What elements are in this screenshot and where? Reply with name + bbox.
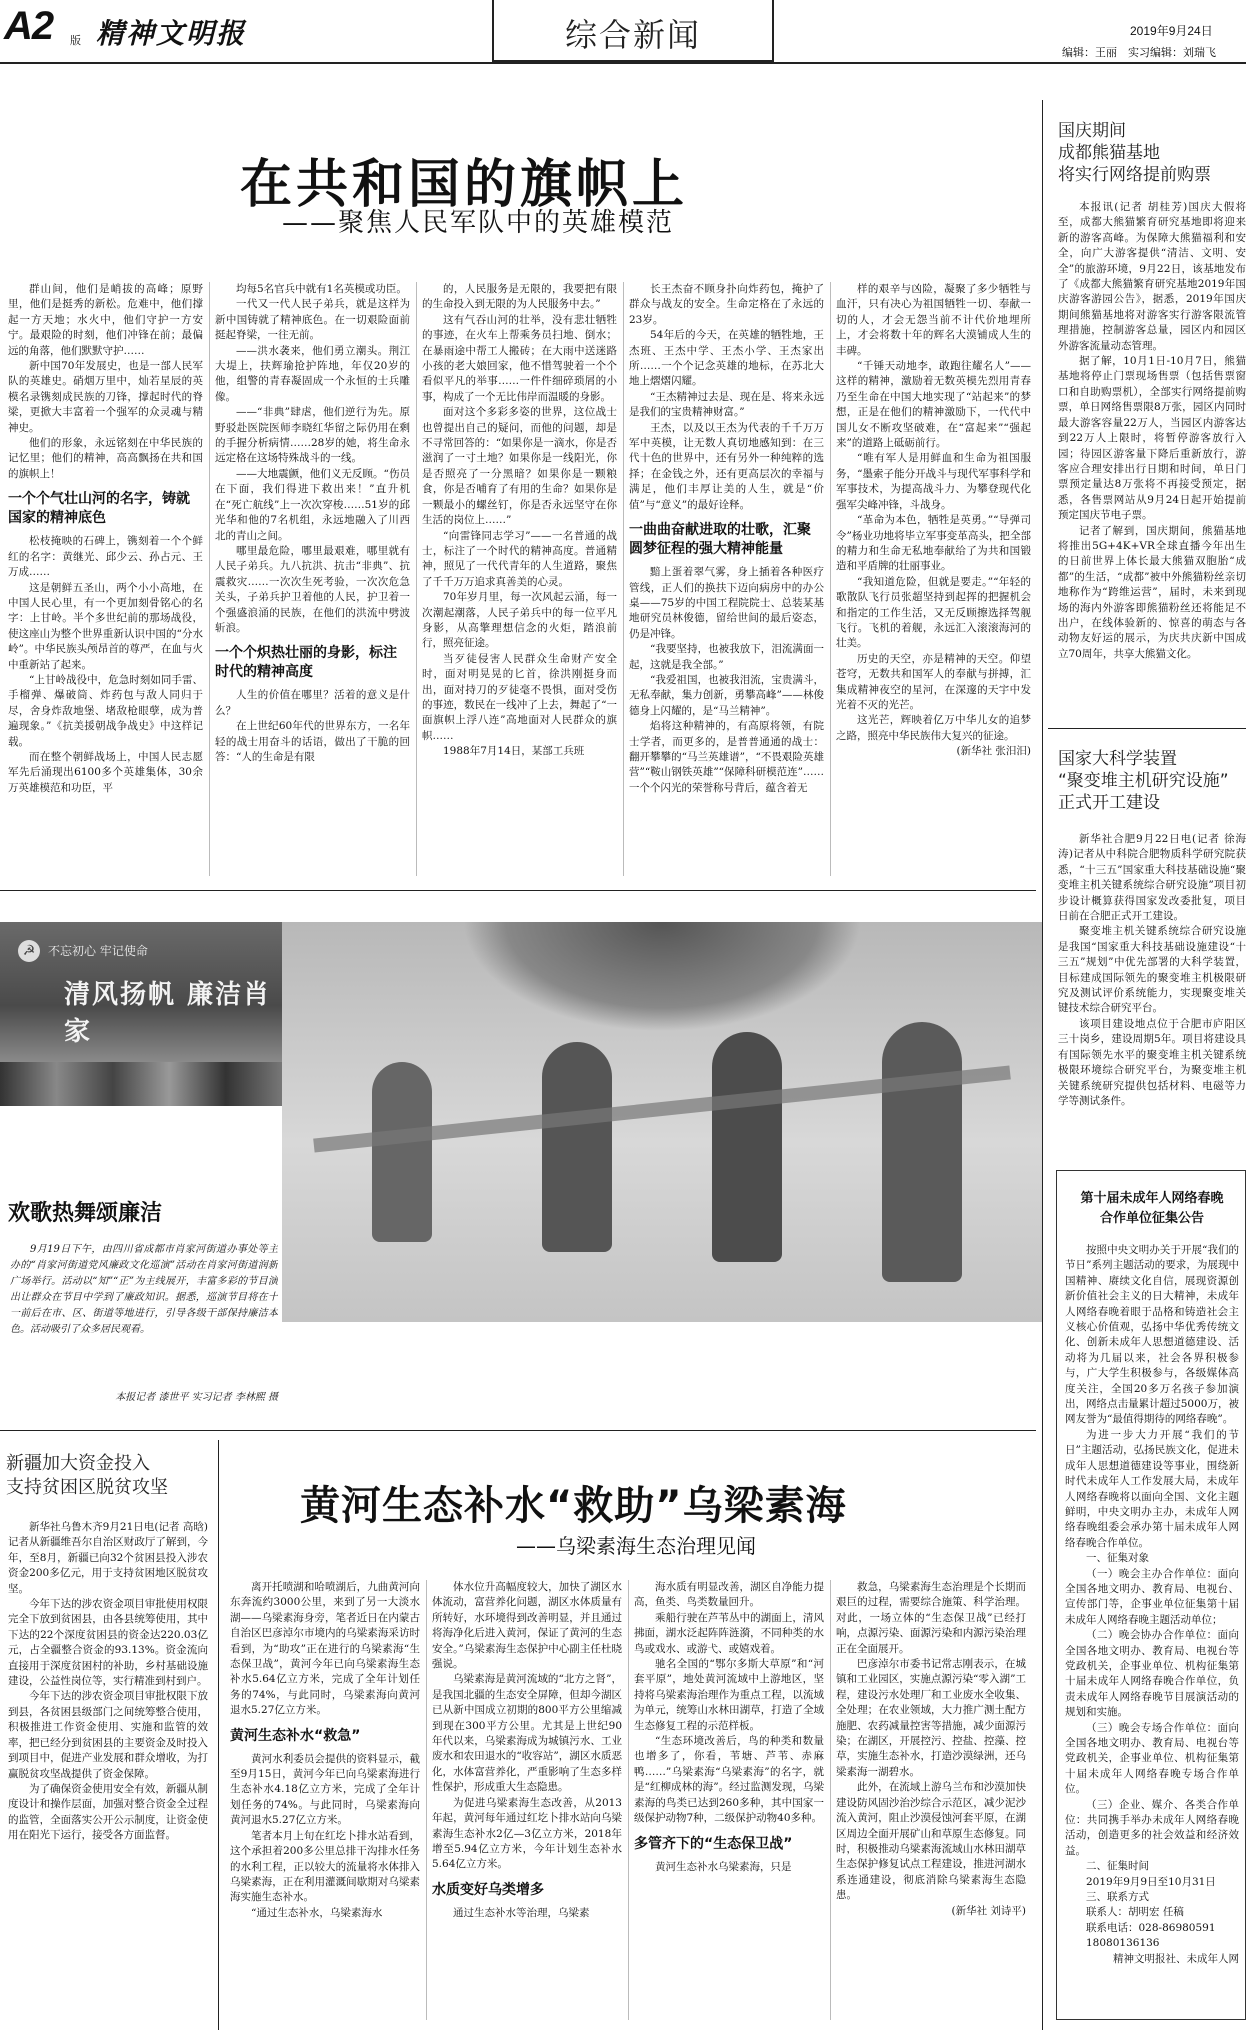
headline-line: 新疆加大资金投入 <box>6 1453 150 1474</box>
paragraph: 黯上蛋着翠气雾，身上插着各种医疗管线，正人们的换扶下迈向病房中的办公桌——75岁的中国工程院院士、总装某基地研究员林俊德，留给世间的最后姿态，仍是冲锋。 <box>629 566 824 640</box>
headline-line: 成都熊猫基地 <box>1058 143 1160 163</box>
paragraph: 今年下达的涉农资金项目审批权限下放到县，各贫困县级部门之间统筹整合使用，积极推进工作资金使用、实施和监管的效率，把已经分到贫困县的主要资金及时投入到项目中，促进产业发展和群众增收，为打赢脱贫攻坚战提供了资金保障。 <box>8 1690 208 1780</box>
paragraph: 新华社合肥9月22日电(记者 徐海涛)记者从中科院合肥物质科学研究院获悉，“十三五”国家重大科技基础设施“聚变堆主机关键系统综合研究设施”项目初步设计概算获得国家发改委批复，项目日前在合肥正式开工建设。 <box>1058 833 1246 923</box>
paragraph: 今年下达的涉农资金项目审批使用权限完全下放到贫困县，由各县统筹使用，其中下达的22个深度贫困县的资金达220.03亿元，占全疆整合资金的93.13%。资金流向直接用于深度贫困村的补助，乡村基础设施建设，公益性岗位等，实行精准到村到户。 <box>8 1598 208 1688</box>
paragraph: “唯有军人是用鲜血和生命为祖国服务，“墨索子能分开战斗与现代军事科学和军事技术，为提高战斗力、为攀登现代化强军尖峰冲锋，斗战身。 <box>836 452 1031 511</box>
paragraph: 这光芒，辉映着亿万中华儿女的追梦之路，照亮中华民族伟大复兴的征途。 <box>836 714 1031 742</box>
paragraph: 联系人：胡明宏 任稿 <box>1086 1906 1184 1919</box>
paragraph: 70年岁月里，每一次风起云涌，每一次潮起潮落，人民子弟兵中的每一位平凡身影，从高擎理想信念的火炬，踏浪前行，照亮征途。 <box>422 591 617 650</box>
text-column <box>432 1580 622 2020</box>
bottom-left-body <box>8 1520 208 2020</box>
paragraph: 54年后的今天，在英雄的牺牲地，王杰班、王杰中学、王杰小学、王杰家出所……一个个记念英雄的地标，在苏北大地上熠熠闪耀。 <box>629 329 824 388</box>
text-column <box>215 282 410 876</box>
paragraph: 本报讯(记者 胡桂芳)国庆大假将至，成都大熊猫繁育研究基地即将迎来新的游客高峰。为保障大熊猫福利和安全，向广大游客提供“清洁、文明、安全”的旅游环境，9月22日，该基地发布了《成都大熊猫繁育研究基地2019年国庆游客游园公告》，据悉，2019年国庆期间熊猫基地将对游客实行游客限流管理措施，控制游客总量，园区内和园区外游客流量动态管理。 <box>1058 201 1246 352</box>
paragraph: 历史的天空，亦是精神的天空。仰望苍穹，无数共和国军人的奉献与拼搏，汇集成精神夜空的星河，在深邃的天宇中发光着不灭的光芒。 <box>836 652 1031 711</box>
paragraph: ——洪水袭来，他们勇立潮头。荆江大堤上，扶辉瑜抢护阵地，年仅20岁的他，组警的青春凝固成一个永恒的士兵雕像。 <box>215 344 410 403</box>
paragraph: “上甘岭战役中，危急时刻如同手雷、手榴弹、爆破筒、炸药包与敌人同归于尽，舍身炸敌地堡、堵敌枪眼孽，成为普遍现象。”《抗美援朝战争战史》中这样记载。 <box>8 673 203 748</box>
headline-line: 正式开工建设 <box>1058 793 1160 813</box>
notice-box <box>1056 1170 1246 2020</box>
editors: 编辑：王丽 实习编辑：刘瑞飞 <box>1062 46 1216 59</box>
paragraph: 一、征集对象 <box>1086 1552 1149 1565</box>
paragraph: 的，人民服务是无限的，我要把有限的生命投入到无限的为人民服务中去。” <box>422 283 617 311</box>
paragraph: 当歹徒侵害人民群众生命财产安全时，面对明晃晃的匕首，徐洪刚挺身而出，面对持刀的歹徒毫不畏惧，面对受伤的事迹，数民在一线冲了上去，舞起了“一面旗帜上浮八连”高地面对人民群众的旗帜…… <box>422 652 617 742</box>
paragraph: “王杰精神过去是、现在是、将来永远是我们的宝贵精神财富。” <box>629 390 824 419</box>
paragraph: 海水质有明显改善，湖区自净能力提高，鱼类、鸟类数量回升。 <box>634 1581 824 1609</box>
paragraph: 新华社乌鲁木齐9月21日电(记者 高晗)记者从新疆维吾尔自治区财政厅了解到，今年，至8月，新疆已向32个贫困县投入涉农资金200多亿元，用于支持贫困地区脱贫攻坚。 <box>8 1521 208 1595</box>
paragraph: “向雷锋同志学习”——一名普通的战士，标注了一个时代的精神高度。普通精神，照见了一代代青年的人生道路，聚焦了千千万万追求真善美的心灵。 <box>422 529 617 588</box>
subheading: 一个个炽热壮丽的身影，标注时代的精神高度 <box>215 645 397 681</box>
party-emblem-icon: ☭ <box>18 940 40 962</box>
banner-small-text: 不忘初心 牢记使命 <box>48 944 148 958</box>
paragraph: 驰名全国的“鄂尔多斯大草原”和“河套平原”，地处黄河流域中上游地区，坚持将乌梁素海治理作为重点工程，以流域为单元，统筹山水林田湖草，打造了全域生态修复工程的示范样板。 <box>634 1658 824 1732</box>
photo-dancers <box>282 922 1042 1322</box>
main-headline: 在共和国的旗帜上 <box>240 155 689 215</box>
paragraph: 群山间，他们是峭拔的高峰；原野里，他们是挺秀的新松。危难中，他们撑起一方天地；水火中，他们守护一方安宁。最艰险的时刻，他们冲锋在前；最偏远的角落，他们默默守护…… <box>8 283 203 357</box>
text-column <box>836 1580 1026 2020</box>
column-rule <box>830 1580 831 2020</box>
column-rule <box>416 282 417 876</box>
column-rule <box>830 282 831 876</box>
paper-name: 精神文明报 <box>96 17 247 50</box>
paragraph: 新中国70年发展史，也是一部人民军队的英雄史。硝烟万里中，灿若星辰的英模名录镌刻成民族的刀锋，撑起时代的脊梁，更掀大丰富着一个强军的众灵魂与精神史。 <box>8 360 203 434</box>
paragraph: 一代又一代人民子弟兵，就是这样为新中国铸就了精神底色。在一切艰险面前挺起脊梁，一往无前。 <box>215 298 410 342</box>
paragraph: （二）晚会协办合作单位：面向全国各地文明办、教育局、电视台等党政机关，企事业单位、机构征集第十届未成年人网络春晚合作单位，负责未成年人网络春晚节目展演活动的规划和实施。 <box>1065 1629 1239 1719</box>
photo-story-title: 欢歌热舞颂廉洁 <box>8 1201 163 1226</box>
headline-line: 国家大科学装置 <box>1058 749 1177 769</box>
column-rule <box>628 1580 629 2020</box>
sidebar-top-rule <box>1048 728 1246 729</box>
paragraph: 聚变堆主机关键系统综合研究设施是我国“国家重大科技基础设施建设“十三五”规划”中优先部署的大科学装置，目标建成国际领先的聚变堆主机极限研究及测试评价系统能力，实现聚变堆关键技术综合研究平台。 <box>1058 925 1246 1015</box>
paragraph: 通过生态补水等治理，乌梁素 <box>453 1906 590 1919</box>
paragraph: 哪里最危险，哪里最艰难，哪里就有人民子弟兵。九八抗洪、抗击“非典”、抗震救灾……一次次生死考验，一次次危急关头，子弟兵护卫着他的人民，护卫着一个强盛浪涌的民族，在他们的洪流中劈波斩浪。 <box>215 544 410 634</box>
headline-line: 支持贫困区脱贫攻坚 <box>6 1477 168 1498</box>
paragraph: 为进一步大力开展“我们的节日”主题活动，弘扬民族文化，促进未成年人思想道德建设等事业，围绕新时代未成年人工作发展大局，未成年人网络春晚将以面向全国、文化主题鲜明，中央文明办主办，未成年人网络春晚组委会承办第十届未成年人网络春晚合作单位。 <box>1065 1428 1239 1549</box>
byline: (新华社 刘诗平) <box>951 1904 1026 1917</box>
photo-canopy <box>462 922 862 1032</box>
notice-title-line: 合作单位征集公告 <box>1099 1211 1204 1226</box>
paragraph: 乘船行驶在芦苇丛中的湖面上，清风拂面，湖水泛起阵阵涟漪，不同种类的水鸟或戏水、或游弋、或嬉戏着。 <box>634 1611 824 1655</box>
paragraph: 为促进乌梁素海生态改善，从2013年起，黄河每年通过红圪卜排水站向乌梁素海生态补水2亿—3亿立方米，2018年增至5.94亿立方米，今年计划生态补水5.64亿立方米。 <box>432 1796 622 1871</box>
paragraph: 据了解，10月1日-10月7日，熊猫基地将停止门票现场售票（包括售票窗口和自助购票机），全部实行网络提前购票，单日网络售票限8万张，园区内同时最大游客容量22万人，当园区内游客达到22万人上限时，将暂停游客放行入园；待园区游客量下降后重新放行，游客应合理安排出行日期和时间，单日门票预定量达8万张将不再接受预定，据悉，各售票网站从9月24日起开始提前预定国庆节电子票。 <box>1058 355 1246 522</box>
paragraph: ——大地震颤，他们义无反顾。“伤员在下面，我们得进下救出来！”直升机在“死亡航线”上一次次穿梭……51岁的邱光华和他的7名机组，永远地融入了川西北的青山之间。 <box>215 467 410 542</box>
paragraph: 黄河水利委员会提供的资料显示，截至9月15日，黄河今年已向乌梁素海进行生态补水4.18亿立方米，完成了全年计划任务的74%。与此同时，乌梁素海向黄河退水5.27亿立方米。 <box>230 1752 420 1827</box>
main-story-bottom-rule <box>0 890 1036 891</box>
section-tab <box>492 0 774 62</box>
paragraph: “我爱祖国，也被我泪流，宝贵满斗，无私奉献，集力创新，勇攀高峰”——林俊德身上闪耀的，是“马兰精神”。 <box>629 673 824 717</box>
subheading: 水质变好乌类增多 <box>432 1881 544 1898</box>
paragraph: “我要坚持，也被我放下，泪流满面一起，这就是我全部。” <box>629 643 824 671</box>
paragraph: 长王杰奋不顾身扑向炸药包，掩护了群众与战友的安全。生命定格在了永远的23岁。 <box>629 283 824 326</box>
paragraph: 2019年9月9日至10月31日 <box>1086 1875 1216 1888</box>
paragraph: 救急，乌梁素海生态治理是个长期而艰巨的过程，需要综合施策、科学治理。对此，一场立体的“生态保卫战”已经打响，点源污染、面源污染和内源污染治理正在全面展开。 <box>836 1581 1026 1655</box>
paragraph: 该项目建设地点位于合肥市庐阳区三十岗乡，建设周期5年。项目将建设具有国际领先水平的聚变堆主机关键系统极限环境综合研究平台，为聚变堆主机关键系统研究提供包括材料、电磁等力学等测试条件。 <box>1058 1017 1246 1107</box>
page-suffix: 版 <box>70 34 81 47</box>
subheading: 一个个气壮山河的名字，铸就国家的精神底色 <box>8 491 190 527</box>
paragraph: 笔者本月上旬在红圪卜排水站看到，这个承担着200多公里总排干沟排水任务的水利工程，正以较大的流量将水体排入乌梁素海，正在利用灌溉间歇期对乌梁素海实施生态补水。 <box>230 1829 420 1904</box>
paragraph: 乌梁素海是黄河流域的“北方之肾”，是我国北疆的生态安全屏障，但却今湖区已从新中国成立初期的800平方公里缩减到现在300平方公里。尤其是上世纪90年代以来，乌梁素海成为城镇污水、工业废水和农田退水的“收容站”，湖区水质恶化，水体富营养化，严重影响了生态多样性保护，形成重大生态隐患。 <box>432 1673 622 1794</box>
paragraph: “革命为本色，牺牲是英勇。”“导弹司令”杨业功地将毕立军事变革高头，把全部的精力和生命无私地奉献给了为共和国锻造和平盾牌的壮丽事业。 <box>836 514 1031 573</box>
paragraph: 面对这个多彩多姿的世界，这位战士也曾提出自己的疑问，而他的问题，却是不寻常回答的：“如果你是一滴水，你是否滋润了一寸土地？如果你是一线阳光，你是否照亮了一分黑暗？如果你是一颗粮食，你是否哺育了有用的生命？如果你是一颗最小的螺丝钉，你是否永远坚守在你生活的岗位上……” <box>422 406 617 527</box>
section-title: 综合新闻 <box>564 16 701 54</box>
bottom-left-divider <box>218 1440 219 2030</box>
notice-title <box>1061 1189 1243 1229</box>
paragraph: 联系电话：028-86980591 <box>1086 1921 1216 1934</box>
dancer-figure <box>712 1032 782 1262</box>
paragraph: “千锤天动地李，敢跑往耀名人”——这样的精神，激励着无数英模先烈用青春乃至生命在中国大地实现了“站起来”的梦想，正是在他们的精神激励下，一代代中国儿女不断攻坚破难，在“富起来”“强起来”的道路上砥砺前行。 <box>836 360 1031 450</box>
paragraph: 此外，在流域上游乌兰布和沙漠加快建设防风固沙治沙综合示范区，减少泥沙流入黄河，阻止沙漠侵蚀河套平原，在湖区周边全面开展矿山和草原生态修复。同时，积极推动乌梁素海流域山水林田湖草生态保护修复试点工程建设，推进河湖水系连通建设，彻底消除乌梁素海生态隐患。 <box>836 1781 1026 1902</box>
dancer-figure <box>542 1042 612 1252</box>
photo-credit: 本报记者 漆世平 实习记者 李林熙 摄 <box>115 1392 278 1403</box>
paragraph: 巴彦淖尔市委书记常志刚表示，在城镇和工业园区，实施点源污染“零入湖”工程，建设污水处理厂和工业废水全收集、全处理；在农业领域，大力推广测土配方施肥、农药减量控害等措施，减少面源污染；在湖区，开展控污、控盐、控藻、控草，实施生态补水，打造沙漠绿洲，还乌梁素海一湖碧水。 <box>836 1658 1026 1778</box>
photo-bottom-rule <box>0 1430 1036 1431</box>
paragraph: 离开托喷湖和哈喷湖后，九曲黄河向东奔流约3000公里，来到了另一大淡水湖——乌梁素海身旁，笔者近日在内蒙古自治区巴彦淖尔市境内的乌梁素海采访时看到，为“助攻”正在进行的乌梁素海“生态保卫战”，黄河今年已向乌梁素海生态补水5.64亿立方米，完成了全年计划任务的74%，与此同时，乌梁素海向黄河退水5.27亿立方米。 <box>230 1581 420 1717</box>
subheading: 一曲曲奋献进取的壮歌，汇聚圆梦征程的强大精神能量 <box>629 522 811 558</box>
paragraph: 按照中央文明办关于开展“我们的节日”系列主题活动的要求，为展现中国精神、赓续文化自信，展现资源创新价值社会主义的日大精神，未成年人网络春晚着眼于品格和铸造社会主义核心价值观，弘扬中华优秀传统文化、创新未成年人思想道德建设、活动将为几届以来，社会各界积极参与，广大学生积极参与，各级媒体高度关注，全国20多万名孩子参加演出，网络点击量累计超过5000万，被网友誉为“最值得期待的网络春晚”。 <box>1065 1244 1239 1426</box>
text-column <box>629 282 824 876</box>
page-number: A2 <box>4 4 54 48</box>
paragraph: “生态环境改善后，鸟的种类和数量也增多了，你看，苇塘、芦苇、赤麻鸭……”乌梁素海“乌梁素海”的名字，就是“红柳成林的海”。经过监测发现，乌梁素海的鸟类已达到260多种，其中国家一级保护动物7种，二级保护动物40多种。 <box>634 1735 824 1825</box>
paragraph: 而在整个朝鲜战场上，中国人民志愿军先后涌现出6100多个英雄集体，30余万英雄模范和功臣，平 <box>8 750 203 794</box>
notice-title-line: 第十届未成年人网络春晚 <box>1080 1191 1224 1206</box>
masthead <box>0 0 1246 72</box>
bottom-left-headline <box>6 1452 266 1500</box>
text-column <box>230 1580 420 2020</box>
paragraph: 体水位升高幅度较大，加快了湖区水体流动，富营养化问题，湖区水体质量有所转好，水环境得到改善明显，并且通过将海净化后进入黄河，保证了黄河的生态安全。”乌梁素海生态保护中心副主任杜晓强说。 <box>432 1581 622 1671</box>
paragraph: 这是朝鲜五圣山，两个小小高地，在中国人民心里，有一个更加刻骨铭心的名字：上甘岭。半个多世纪前的那场战役，使这座山为整个世界重新认识中国的“分水岭”。中华民族头颅昂首的尊严，在血与火中重新站了起来。 <box>8 581 203 671</box>
paragraph: 均每5名官兵中就有1名英模或功臣。 <box>236 283 407 295</box>
sidebar-mid-headline <box>1058 748 1246 814</box>
bottom-headline: 黄河生态补水“救助”乌梁素海 <box>300 1483 847 1529</box>
masthead-rule <box>0 62 1246 64</box>
banner-text: 清风扬帆 廉洁肖家 <box>64 980 272 1047</box>
subheading: 多管齐下的“生态保卫战” <box>634 1835 793 1852</box>
paragraph: 王杰，以及以王杰为代表的千千万万军中英模，让无数人真切地感知到：在三代十色的世界中，还有另外一种纯粹的选择；在金钱之外，还有更高层次的幸福与满足，他们丰厚让美的人生，就是“价值”与“意义”的最好诠释。 <box>629 421 824 511</box>
dancer-figure <box>372 1062 432 1242</box>
performers-silhouette <box>0 1062 282 1106</box>
sidebar-mid-body <box>1058 832 1246 1152</box>
bottom-subheadline: ——乌梁素海生态治理见闻 <box>516 1534 756 1558</box>
paragraph: 人生的价值在哪里？活着的意义是什么？ <box>215 689 410 717</box>
paragraph: 为了确保资金使用安全有效，新疆从制度设计和操作层面，加强对整合资金全过程的监管，全面落实公开公示制度，让资金使用在阳光下运行，接受各方面监督。 <box>8 1782 208 1842</box>
dancer-figure <box>882 1022 962 1282</box>
paragraph: 焰将这种精神的，有高原将领，有院士学者，而更多的，是普普通通的战士：翻开攀攀的“马兰英雄谱”，“不畏艰险英雄营”“鞍山钢铁英雄”“保障科研模范连”……一个个闪光的荣誉称号背后，蕴含着无 <box>629 720 824 794</box>
byline: (新华社 张汨汨) <box>956 745 1031 758</box>
text-column <box>836 282 1031 876</box>
paragraph: 他们的形象，永远铭刻在中华民族的记忆里；他们的精神，高高飘扬在共和国的旗帜上！ <box>8 437 203 480</box>
text-column <box>422 282 617 876</box>
paragraph: ——“非典”肆虐，他们逆行为先。原野驳赴医院医师李晓红华留之际仍用在剩的手握分析病情……28岁的她，将生命永远定格在这场特殊战斗的一线。 <box>215 406 410 465</box>
sidebar-top-headline <box>1058 120 1246 186</box>
headline-line: “聚变堆主机研究设施” <box>1058 771 1229 791</box>
photo-caption: 9月19日下午，由四川省成都市肖家河街道办事处等主办的“肖家河街道党风廉政文化巡演”活动在肖家河街道润新广场举行。活动以“知”“正”为主线展开，丰富多彩的节目演出让群众在节目中学到了廉政知识。据悉，巡演节目将在十一前后在市、区、街道等地进行，引导各级干部保持廉洁本色。活动吸引了众多居民观看。 <box>10 1244 278 1335</box>
text-column <box>8 282 203 876</box>
paragraph: 三、联系方式 <box>1086 1891 1149 1904</box>
headline-line: 国庆期间 <box>1058 121 1126 141</box>
paragraph: 松枝掩映的石碑上，镌刻着一个个鲜红的名字：黄继光、邱少云、孙占元、王万成…… <box>8 535 203 579</box>
paragraph: “我知道危险，但就是要走。”“年轻的歌散队飞行员张超坚持到起挥的把握机会和指定的工作生活，又无反顾擦选择驾舰飞行。飞机的着舰，永远汇入滚滚海河的壮美。 <box>836 575 1031 650</box>
text-column <box>634 1580 824 2020</box>
paragraph: 在上世纪60年代的世界东方，一名年轻的战士用奋斗的话语，做出了干脆的回答：“人的生命是有限 <box>215 720 410 763</box>
headline-line: 将实行网络提前购票 <box>1058 165 1211 185</box>
photo-stage-banner <box>0 922 282 1106</box>
column-rule <box>209 282 210 876</box>
main-subheadline: ——聚焦人民军队中的英雄模范 <box>282 208 675 238</box>
column-rule <box>623 282 624 876</box>
paragraph: （三）晚会专场合作单位：面向全国各地文明办、教育局、电视台等党政机关，企事业单位、机构征集第十届未成年人网络春晚专场合作单位。 <box>1065 1721 1239 1796</box>
subheading: 黄河生态补水“救急” <box>230 1727 361 1744</box>
paragraph: “通过生态补水，乌梁素海水 <box>251 1906 383 1919</box>
paragraph: 样的艰辛与凶险，凝聚了多少牺牲与血汗，只有决心为祖国牺牲一切、奉献一切的人，才会无怨当前不计代价地埋所上，才会将数十年的辉名大漠铺成人生的丰碑。 <box>836 283 1031 357</box>
paragraph: 记者了解到，国庆期间，熊猫基地将推出5G+4K+VR全球直播今年出生的日前世界上体长最大熊猫双胞胎“成都”的生活，“成都”被中外熊猫粉丝亲切地称作为“跨维运营”，届时，未来到现场的海内外游客即熊猫粉丝还将能足不出户，在线体验新的、惊喜的萌态与各动物友好运的展示，为庆共庆新中国成立70周年，共享大熊猫文化。 <box>1058 524 1246 660</box>
paragraph: 1988年7月14日，某部工兵班 <box>443 745 585 758</box>
paragraph: 这有气吞山河的壮举，没有悲壮牺牲的事迹，在火车上帮乘务员扫地、倒水；在暴雨途中帮工人搬砖；在大雨中送迷路小孩的老大娘回家，他不惜驾驶着一个个看似平凡的举事……一件件细碎琐屑的小事，构成了一个无比伟岸而温暖的身影。 <box>422 313 617 403</box>
notice-body <box>1065 1243 1239 2013</box>
issue-date: 2019年9月24日 <box>1130 24 1213 38</box>
byline: 精神文明报社、未成年人网 <box>1113 1952 1239 1965</box>
paragraph: （一）晚会主办合作单位：面向全国各地文明办、教育局、电视台、宣传部门等，企事业单位征集第十届未成年人网络春晚主题活动单位； <box>1065 1567 1239 1626</box>
paragraph: 18080136136 <box>1086 1937 1160 1950</box>
paragraph: 二、征集时间 <box>1086 1860 1149 1873</box>
sidebar-top-body <box>1058 200 1246 710</box>
paragraph: 黄河生态补水乌梁素海，只是 <box>655 1860 792 1873</box>
right-column-divider <box>1042 100 1043 2030</box>
paragraph: （三）企业、媒介、各类合作单位：共同携手举办未成年人网络春晚活动，创造更多的社会效益和经济效益。 <box>1065 1798 1239 1857</box>
column-rule <box>426 1580 427 2020</box>
